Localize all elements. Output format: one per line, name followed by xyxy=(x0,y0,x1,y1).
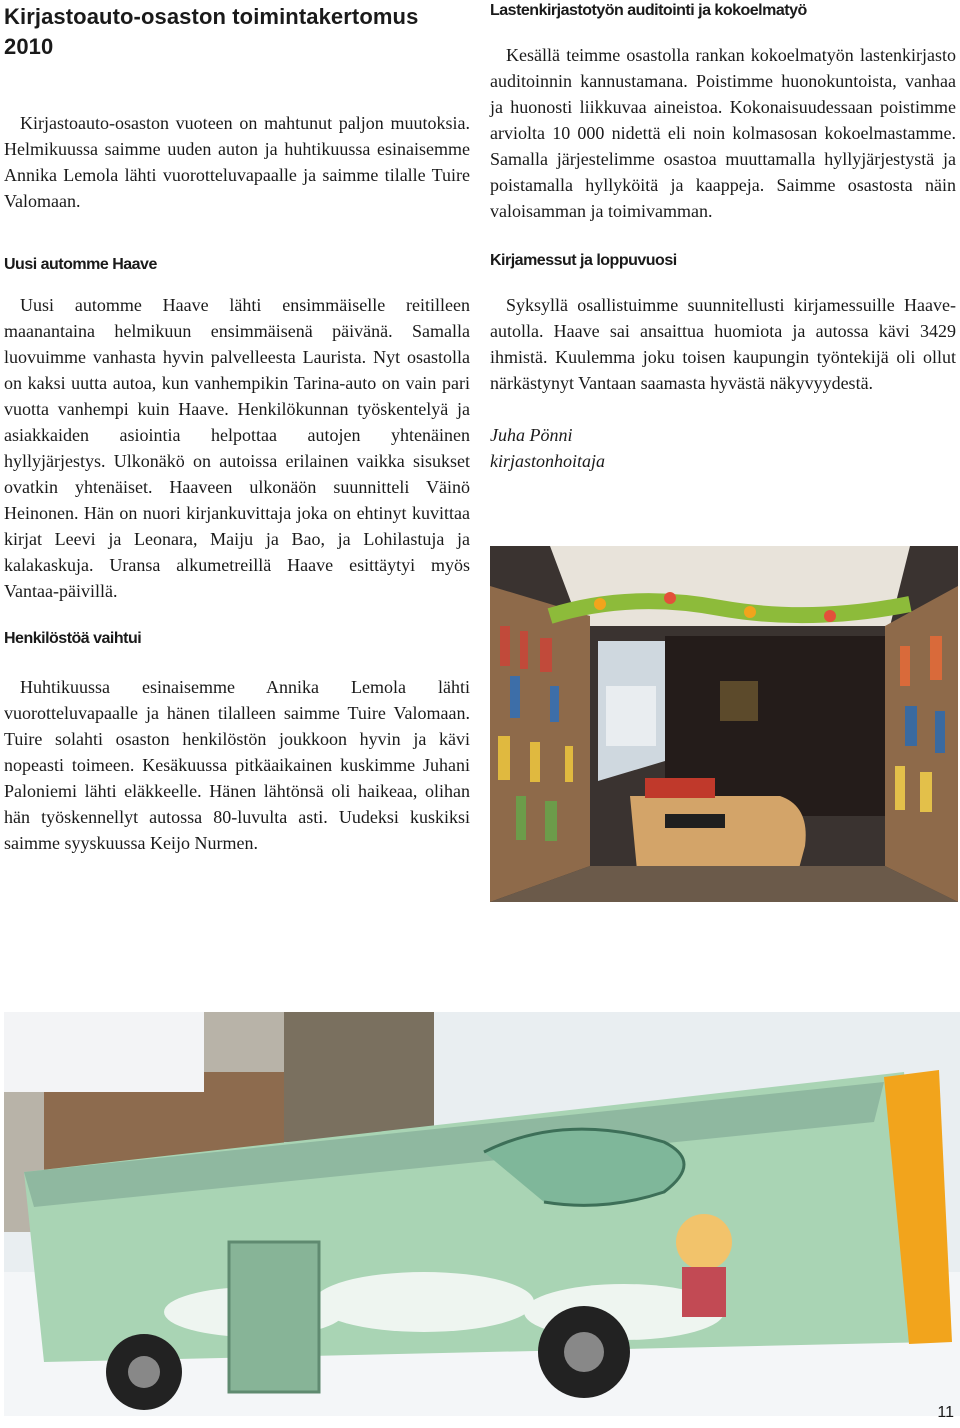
section-heading-staff: Henkilöstöä vaihtui xyxy=(4,630,142,647)
section-body-staff: Huhtikuussa esinaisemme Annika Lemola lähti vuorotteluvapaalle ja hänen tilalleen saimme Tuire Valomaan. Tuire solahti osaston henkilöstön joukkoon hyvin ja kävi nopeasti toimeen. Kesäkuussa pitkäaikainen kuskimme Juhani Paloniemi lähti eläkkeelle. Hänen lähtönsä oli haikeaa, olihan hän työskennellyt autossa 80-luvulta asti. Uudeksi kuskiksi saimme syyskuussa Keijo Nurmen. xyxy=(4,677,470,853)
section-body-audit: Kesällä teimme osastolla rankan kokoelmatyön lastenkirjasto auditoinnin kannustamana. Poistimme huonokuntoista, vanhaa ja huonosti liikkuvaa aineistoa. Kokonaisuudessaan poistimme arviolta 10 000 nidettä eli noin kolmasosan kokoelmastamme. Samalla järjestelimme osastoa muuttamalla hyllyjärjestystä ja poistamalla hyllyköitä ja kaappeja. Saimme osastosta näin valoisamman ja toimivamman. xyxy=(490,45,956,221)
signature-name: Juha Pönni xyxy=(490,425,573,445)
section-body-fair: Syksyllä osallistuimme suunnitellusti kirjamessuille Haave-autolla. Haave sai ansaittua huomiota ja autossa kävi 3429 ihmistä. Kuulemma joku toisen kaupungin työntekijä oli ollut närkästynyt Vantaan saamasta hyvästä näkyvyydestä. xyxy=(490,295,956,393)
signature-role: kirjastonhoitaja xyxy=(490,451,606,471)
left-column xyxy=(4,0,470,856)
intro-paragraph: Kirjastoauto-osaston vuoteen on mahtunut paljon muutoksia. Helmikuussa saimme uuden auton ja huhtikuussa esinaisemme Annika Lemola lähti vuorotteluvapaalle ja saimme tilalle Tuire Valomaan. xyxy=(4,113,470,211)
signature-block xyxy=(490,422,956,474)
bus-exterior-photo xyxy=(4,1012,960,1416)
section-body-haave: Uusi automme Haave lähti ensimmäiselle reitilleen maanantaina helmikuun ensimmäisenä päivänä. Samalla luovuimme vanhasta hyvin palvelleesta Laurista. Nyt osastolla on kaksi uutta autoa, kun vanhempikin Tarina-auto on vain pari vuotta vanhempi kuin Haave. Henkilökunnan työskentelyä ja asiakkaiden asiointia helpottaa autojen yhtenäinen hyllyjärjestys. Ulkonäkö on autoissa erilainen vaikka sisukset ovatkin yhtenäiset. Haaveen ulkonäön suunnitteli Väinö Heinonen. Hän on nuori kirjankuvittaja joka on ehtinyt kuvittaa kirjat Leevi ja Leonara, Maiju ja Bao, ja Lohilastuja ja kalakaskuja. Uransa alkumetreillä Haave esittäytyi myös Vantaa-päivillä. xyxy=(4,295,470,601)
bus-interior-photo xyxy=(490,546,958,902)
article-title: Kirjastoauto-osaston toimintakertomus 2010 xyxy=(4,4,419,59)
section-heading-audit: Lastenkirjastotyön auditointi ja kokoelmatyö xyxy=(490,2,807,19)
right-column xyxy=(490,0,956,474)
section-heading-fair: Kirjamessut ja loppuvuosi xyxy=(490,252,677,269)
section-heading-haave: Uusi automme Haave xyxy=(4,256,157,273)
page-number: 11 xyxy=(937,1404,954,1421)
